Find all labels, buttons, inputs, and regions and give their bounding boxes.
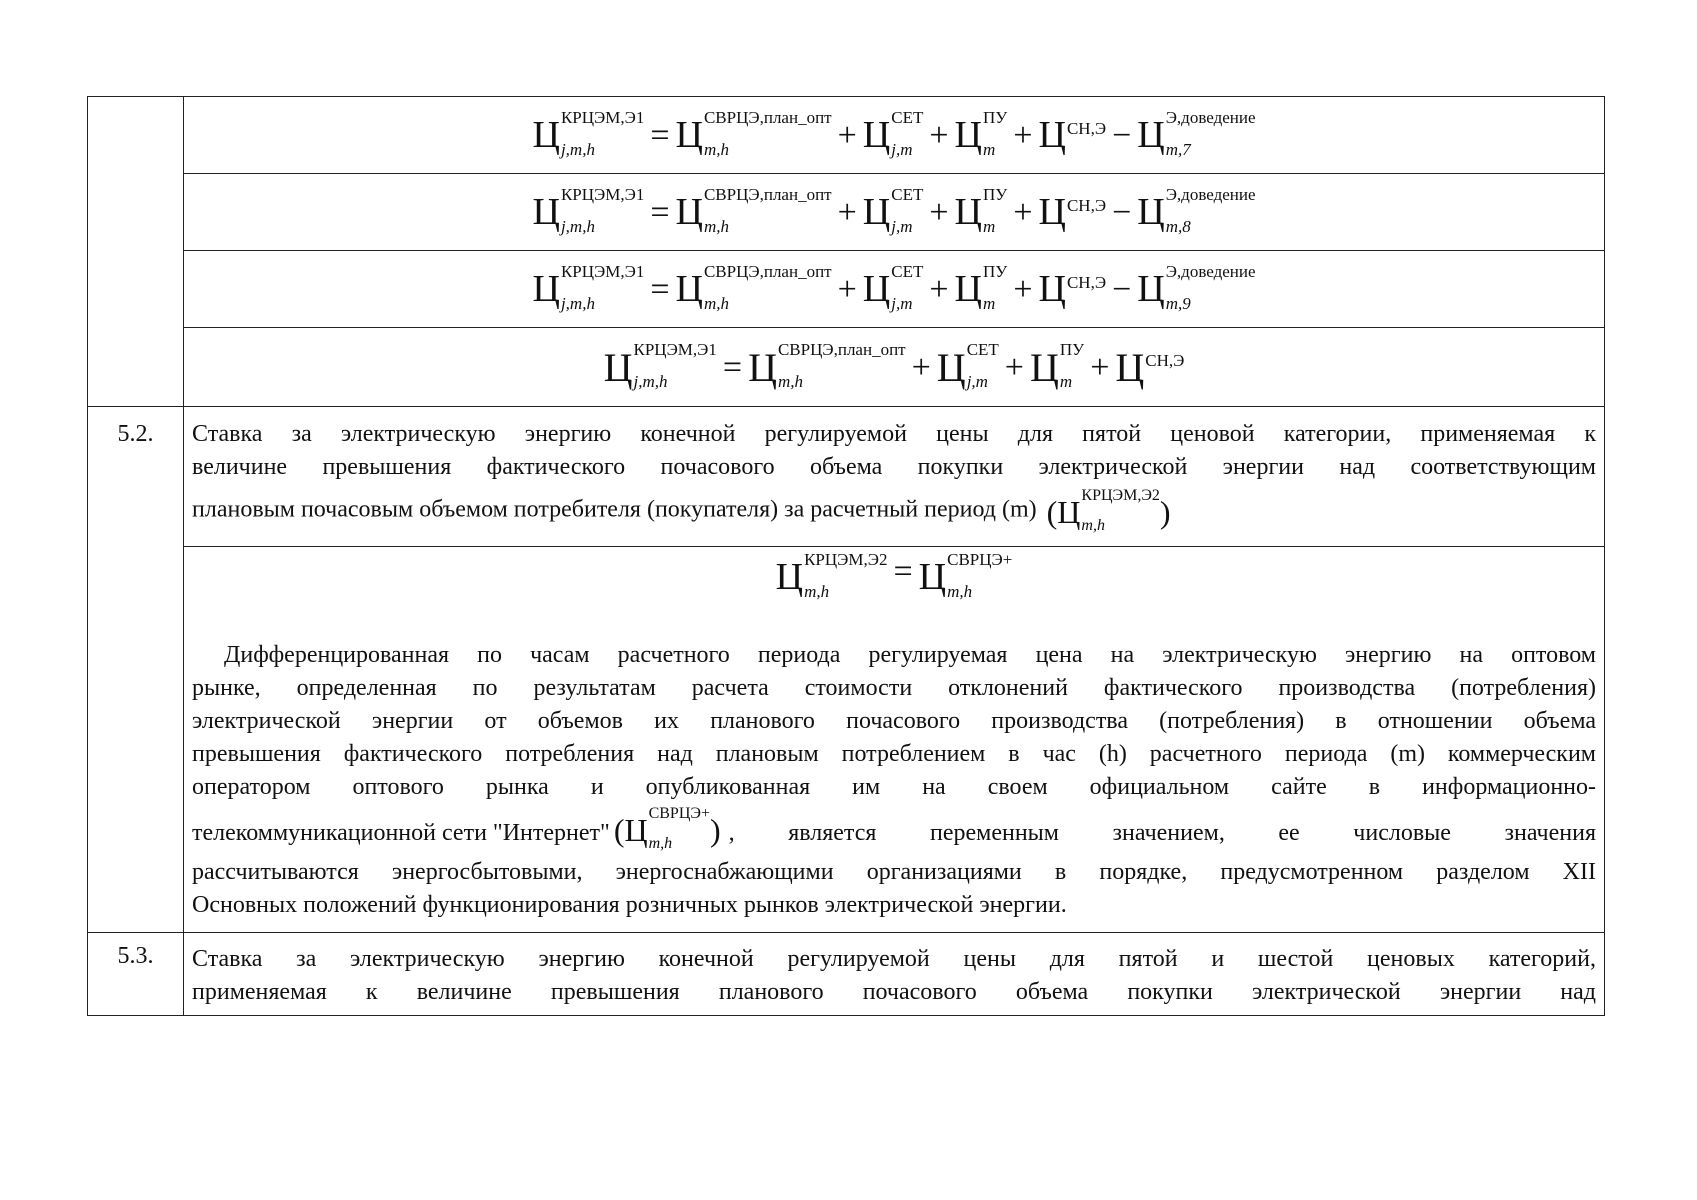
subscript: m,h xyxy=(648,835,673,852)
table-row xyxy=(88,933,1605,1016)
table-row xyxy=(88,251,1605,328)
formula-term xyxy=(603,340,717,391)
row-5-3-line-1: Ставка за электрическую энергию конечной регулируемой цены для пятой и шестой ценовых категорий, xyxy=(192,946,1596,972)
paren-close: ) xyxy=(1159,493,1171,530)
subscript: j,m xyxy=(966,372,988,391)
operator: + xyxy=(1013,193,1033,231)
superscript: ПУ xyxy=(983,108,1008,127)
heading-5-2-formula xyxy=(1046,487,1171,534)
formula-term xyxy=(936,340,999,391)
subscript: j,m xyxy=(891,140,913,159)
operator: + xyxy=(911,348,931,386)
formula-cell xyxy=(184,251,1605,328)
superscript: КРЦЭМ,Э2 xyxy=(1081,487,1160,504)
paragraph-line-5: оператором оптового рынка и опубликованная им на своем официальном сайте в информационно- xyxy=(192,774,1596,800)
superscript: СН,Э xyxy=(1066,196,1107,215)
price-symbol: Ц xyxy=(1115,344,1145,390)
subscript: m,h xyxy=(703,217,729,236)
price-symbol: Ц xyxy=(532,113,560,156)
formula-term xyxy=(862,185,924,236)
price-symbol: Ц xyxy=(748,344,777,390)
subscript: m,7 xyxy=(1165,140,1191,159)
formula-e1-3 xyxy=(184,251,1604,327)
superscript: КРЦЭМ,Э1 xyxy=(560,108,645,127)
formula-term xyxy=(1038,190,1107,233)
formula-term xyxy=(862,108,924,159)
price-symbol: Ц xyxy=(1137,113,1165,156)
operator: = xyxy=(650,116,670,154)
paren-close: ) xyxy=(709,811,721,848)
superscript: КРЦЭМ,Э1 xyxy=(560,262,645,281)
price-symbol: Ц xyxy=(1057,493,1081,530)
formula-term xyxy=(532,262,645,313)
paragraph-line-3: электрической энергии от объемов их планового почасового производства (потребления) в отношении объема xyxy=(192,708,1596,734)
formula-term xyxy=(1115,344,1185,390)
table-row xyxy=(88,97,1605,174)
superscript: СЕТ xyxy=(966,340,999,359)
superscript: СВРЦЭ,план_опт xyxy=(703,185,832,204)
operator: + xyxy=(1013,270,1033,308)
superscript: СВРЦЭ,план_опт xyxy=(777,340,906,359)
operator: + xyxy=(929,116,949,154)
subscript: m,8 xyxy=(1165,217,1191,236)
formula-cell xyxy=(184,174,1605,251)
superscript: Э,доведение xyxy=(1165,262,1256,281)
price-symbol: Ц xyxy=(862,113,891,156)
operator: = xyxy=(722,348,743,386)
subscript: m,h xyxy=(804,582,830,601)
row-number-cell xyxy=(88,97,184,407)
superscript: СН,Э xyxy=(1066,273,1107,292)
row-number-cell xyxy=(88,407,184,933)
price-symbol: Ц xyxy=(1038,113,1066,156)
formula-term xyxy=(675,108,832,159)
price-symbol: Ц xyxy=(954,190,982,233)
heading-5-2-tail: плановым почасовым объемом потребителя (покупателя) за расчетный период (m) xyxy=(192,496,1037,523)
superscript: КРЦЭМ,Э1 xyxy=(560,185,645,204)
superscript: СЕТ xyxy=(891,185,924,204)
price-symbol: Ц xyxy=(1137,267,1165,310)
superscript: СЕТ xyxy=(891,262,924,281)
tariff-table xyxy=(87,96,1605,1016)
subscript: m xyxy=(1059,372,1073,391)
subscript: j,m,h xyxy=(560,294,595,313)
subscript: j,m xyxy=(891,217,913,236)
paren-open: ( xyxy=(1046,493,1058,530)
operator: + xyxy=(1004,348,1024,386)
subscript: m,h xyxy=(947,582,973,601)
paragraph-line-6 xyxy=(192,805,1596,852)
formula-term xyxy=(748,340,906,391)
price-symbol: Ц xyxy=(775,555,804,598)
subscript: j,m xyxy=(891,294,913,313)
superscript: СВРЦЭ+ xyxy=(947,550,1013,569)
formula-term xyxy=(1137,262,1256,313)
heading-5-2-line-2: величине превышения фактического почасового объема покупки электрической энергии над соответствующим xyxy=(192,454,1596,480)
operator: + xyxy=(929,270,949,308)
operator: = xyxy=(650,193,670,231)
superscript: СВРЦЭ,план_опт xyxy=(703,108,832,127)
subscript: j,m,h xyxy=(633,372,668,391)
formula-term xyxy=(675,185,832,236)
superscript: ПУ xyxy=(983,262,1008,281)
table-row xyxy=(88,174,1605,251)
price-symbol: Ц xyxy=(532,190,560,233)
formula-term xyxy=(1137,185,1256,236)
operator: + xyxy=(929,193,949,231)
price-symbol: Ц xyxy=(1038,267,1066,310)
heading-5-2-line-3 xyxy=(192,487,1596,534)
table-row xyxy=(88,547,1605,933)
superscript: ПУ xyxy=(1059,340,1085,359)
formula-e1-2 xyxy=(184,174,1604,250)
formula-term xyxy=(532,185,645,236)
operator: + xyxy=(837,116,857,154)
superscript: СН,Э xyxy=(1145,351,1185,370)
superscript: СВРЦЭ+ xyxy=(648,805,710,822)
text-cell xyxy=(184,933,1605,1016)
operator: + xyxy=(837,193,857,231)
formula-term xyxy=(954,108,1008,159)
operator: + xyxy=(837,270,857,308)
operator: + xyxy=(1090,348,1110,386)
subscript: m,h xyxy=(703,294,729,313)
subscript: m xyxy=(983,140,996,159)
text-cell xyxy=(184,547,1605,933)
formula-cell xyxy=(184,97,1605,174)
subscript: m xyxy=(983,294,996,313)
table-row xyxy=(88,407,1605,547)
superscript: СЕТ xyxy=(891,108,924,127)
formula-term xyxy=(1038,113,1107,156)
formula-term xyxy=(954,262,1008,313)
price-symbol: Ц xyxy=(624,811,648,848)
paragraph-formula xyxy=(613,805,721,852)
price-symbol: Ц xyxy=(675,190,703,233)
price-symbol: Ц xyxy=(954,267,982,310)
superscript: Э,доведение xyxy=(1165,185,1256,204)
subscript: m,9 xyxy=(1165,294,1191,313)
subscript: m,h xyxy=(1081,517,1105,534)
price-symbol: Ц xyxy=(603,344,633,390)
operator: = xyxy=(650,270,670,308)
subscript: m,h xyxy=(777,372,803,391)
superscript: ПУ xyxy=(983,185,1008,204)
formula-term xyxy=(954,185,1008,236)
paragraph-before-formula: телекоммуникационной сети "Интернет" xyxy=(192,820,610,846)
paragraph-line-8: Основных положений функционирования розничных рынков электрической энергии. xyxy=(192,892,1067,918)
formula-term xyxy=(862,262,924,313)
price-symbol: Ц xyxy=(862,190,891,233)
formula-term xyxy=(1029,340,1085,391)
paren-open: ( xyxy=(613,811,625,848)
price-symbol: Ц xyxy=(1038,190,1066,233)
formula-e2 xyxy=(184,547,1604,625)
superscript: Э,доведение xyxy=(1165,108,1256,127)
formula-e1-1 xyxy=(184,97,1604,173)
row-number-5-3: 5.3. xyxy=(117,943,154,969)
superscript: СВРЦЭ,план_опт xyxy=(703,262,832,281)
price-symbol: Ц xyxy=(675,267,703,310)
row-number-5-2: 5.2. xyxy=(117,421,154,447)
paragraph-line-1: Дифференцированная по часам расчетного периода регулируемая цена на электрическую энергию на оптовом xyxy=(224,642,1596,668)
table-row xyxy=(88,328,1605,407)
price-symbol: Ц xyxy=(936,344,966,390)
price-symbol: Ц xyxy=(1029,344,1059,390)
paragraph-after-formula: , является переменным значением, ее числовые значения xyxy=(728,820,1596,846)
subscript: m xyxy=(983,217,996,236)
formula-term xyxy=(1137,108,1256,159)
paragraph-line-2: рынке, определенная по результатам расчета стоимости отклонений фактического производства (потребления) xyxy=(192,675,1596,701)
superscript: КРЦЭМ,Э1 xyxy=(633,340,717,359)
operator: + xyxy=(1013,116,1033,154)
row-5-3-line-2: применяемая к величине превышения планового почасового объема покупки электрической энергии над xyxy=(192,979,1596,1005)
formula-cell xyxy=(184,328,1605,407)
operator: − xyxy=(1112,116,1132,154)
operator: − xyxy=(1112,270,1132,308)
price-symbol: Ц xyxy=(954,113,982,156)
subscript: m,h xyxy=(703,140,729,159)
price-symbol: Ц xyxy=(1137,190,1165,233)
heading-5-2-line-1: Ставка за электрическую энергию конечной регулируемой цены для пятой ценовой категории, применяемая к xyxy=(192,421,1596,447)
superscript: КРЦЭМ,Э2 xyxy=(804,550,888,569)
formula-term xyxy=(675,262,832,313)
formula-term xyxy=(1038,267,1107,310)
paragraph-line-7: рассчитываются энергосбытовыми, энергоснабжающими организациями в порядке, предусмотренном разделом XII xyxy=(192,859,1596,885)
price-symbol: Ц xyxy=(918,555,947,598)
formula-term xyxy=(532,108,645,159)
price-symbol: Ц xyxy=(532,267,560,310)
formula-e1-4 xyxy=(184,328,1604,406)
text-cell xyxy=(184,407,1605,547)
subscript: j,m,h xyxy=(560,140,595,159)
price-symbol: Ц xyxy=(675,113,703,156)
subscript: j,m,h xyxy=(560,217,595,236)
operator: = xyxy=(893,553,913,590)
paragraph-line-4: превышения фактического потребления над плановым потреблением в час (h) расчетного периода (m) коммерческим xyxy=(192,741,1596,767)
operator: − xyxy=(1112,193,1132,231)
row-number-cell xyxy=(88,933,184,1016)
price-symbol: Ц xyxy=(862,267,891,310)
superscript: СН,Э xyxy=(1066,119,1107,138)
